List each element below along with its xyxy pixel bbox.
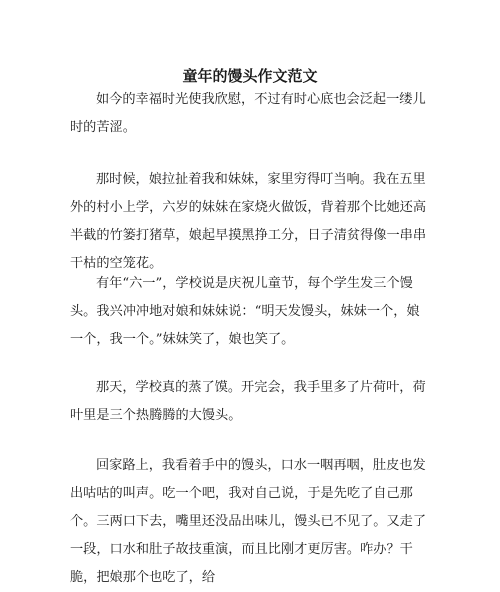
paragraph-4: 那天，学校真的蒸了馍。开完会，我手里多了片荷叶，荷叶里是三个热腾腾的大馒头。 — [70, 380, 426, 423]
paragraph-1: 如今的幸福时光使我欣慰，不过有时心底也会泛起一缕儿时的苦涩。 — [70, 92, 426, 135]
document-title: 童年的馒头作文范文 — [182, 67, 318, 85]
paragraph-5: 回家路上，我看着手中的馒头，口水一咽再咽，肚皮也发出咕咕的叫声。吃一个吧，我对自己说，于是先吃了自己那个。三两口下去，嘴里还没品出味儿，馒头已不见了。又走了一段，口水和肚子故技重演，而且比刚才更厉害。咋办？干脆，把娘那个也吃了，给 — [70, 458, 427, 585]
paragraph-2: 那时候，娘拉扯着我和妹妹，家里穷得叮当响。我在五里外的村小上学，六岁的妹妹在家烧火做饭，背着那个比她还高半截的竹篓打猪草，娘起早摸黑挣工分，日子清贫得像一串串干枯的空笼花。 — [70, 172, 427, 271]
paragraph-3: 有年“六一”，学校说是庆祝儿童节，每个学生发三个馒头。我兴冲冲地对娘和妹妹说：“明天发馒头，妹妹一个，娘一个，我一个。”妹妹笑了，娘也笑了。 — [70, 276, 420, 347]
